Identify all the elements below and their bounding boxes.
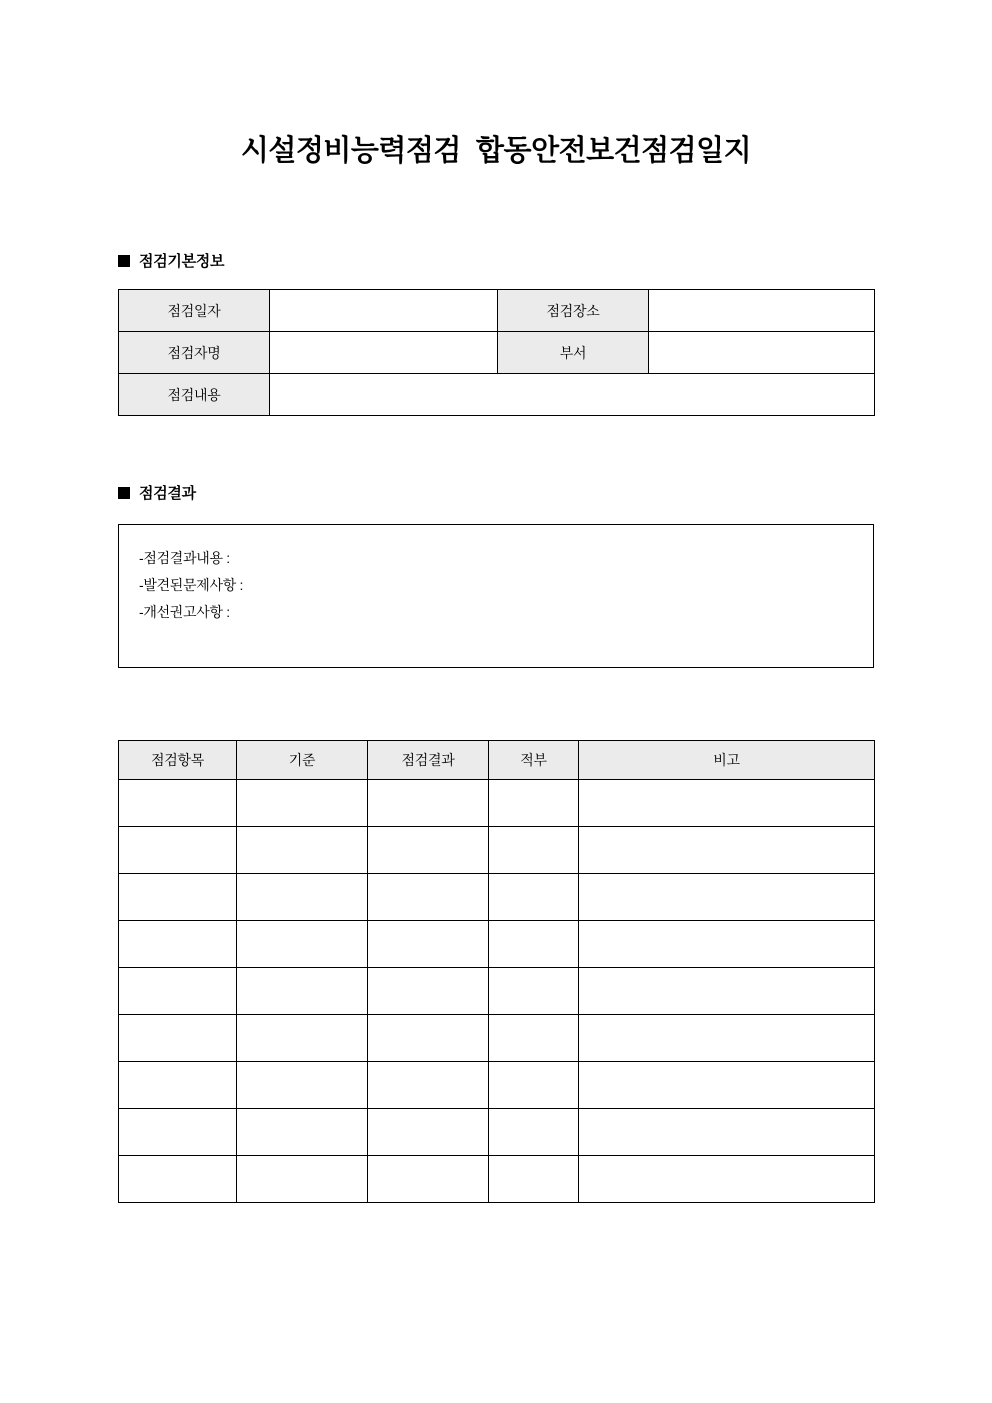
table-row	[119, 332, 875, 374]
table-row	[119, 1062, 875, 1109]
result-line-recommendations: -개선권고사항 :	[139, 604, 230, 620]
cell-item[interactable]	[119, 1109, 237, 1156]
field-inspector-name[interactable]	[270, 332, 498, 374]
checklist-table	[118, 740, 875, 1203]
cell-remarks[interactable]	[579, 1062, 875, 1109]
cell-conformity[interactable]	[489, 827, 579, 874]
label-inspector-name: 점검자명	[119, 332, 270, 374]
table-row	[119, 374, 875, 416]
field-inspection-place[interactable]	[649, 290, 875, 332]
square-bullet-icon	[118, 487, 130, 499]
cell-remarks[interactable]	[579, 827, 875, 874]
column-header-result: 점검결과	[368, 741, 489, 780]
cell-result[interactable]	[368, 780, 489, 827]
cell-remarks[interactable]	[579, 1015, 875, 1062]
column-header-standard: 기준	[237, 741, 368, 780]
cell-conformity[interactable]	[489, 921, 579, 968]
cell-standard[interactable]	[237, 1062, 368, 1109]
field-inspection-content[interactable]	[270, 374, 875, 416]
cell-standard[interactable]	[237, 921, 368, 968]
cell-standard[interactable]	[237, 827, 368, 874]
cell-conformity[interactable]	[489, 1109, 579, 1156]
column-header-remarks: 비고	[579, 741, 875, 780]
cell-standard[interactable]	[237, 968, 368, 1015]
section-heading-basic-info	[118, 250, 224, 271]
cell-result[interactable]	[368, 827, 489, 874]
section-heading-label: 점검결과	[139, 485, 196, 502]
cell-conformity[interactable]	[489, 1015, 579, 1062]
table-row	[119, 290, 875, 332]
field-inspection-date[interactable]	[270, 290, 498, 332]
label-inspection-content: 점검내용	[119, 374, 270, 416]
label-inspection-date: 점검일자	[119, 290, 270, 332]
square-bullet-icon	[118, 255, 130, 267]
cell-remarks[interactable]	[579, 921, 875, 968]
column-header-conformity: 적부	[489, 741, 579, 780]
table-row	[119, 1156, 875, 1203]
table-row	[119, 780, 875, 827]
cell-result[interactable]	[368, 1109, 489, 1156]
basic-info-table	[118, 289, 875, 416]
label-department: 부서	[498, 332, 649, 374]
cell-item[interactable]	[119, 1015, 237, 1062]
cell-standard[interactable]	[237, 874, 368, 921]
table-row	[119, 874, 875, 921]
table-row	[119, 921, 875, 968]
cell-remarks[interactable]	[579, 780, 875, 827]
table-row	[119, 827, 875, 874]
cell-result[interactable]	[368, 1062, 489, 1109]
table-row	[119, 1015, 875, 1062]
cell-conformity[interactable]	[489, 968, 579, 1015]
result-line-content: -점검결과내용 :	[139, 550, 230, 566]
cell-conformity[interactable]	[489, 874, 579, 921]
cell-item[interactable]	[119, 874, 237, 921]
cell-item[interactable]	[119, 780, 237, 827]
cell-standard[interactable]	[237, 1015, 368, 1062]
cell-remarks[interactable]	[579, 874, 875, 921]
cell-standard[interactable]	[237, 1156, 368, 1203]
section-heading-label: 점검기본정보	[139, 253, 225, 270]
cell-conformity[interactable]	[489, 780, 579, 827]
page-title: 시설정비능력점검 합동안전보건점검일지	[240, 135, 752, 167]
field-department[interactable]	[649, 332, 875, 374]
cell-standard[interactable]	[237, 780, 368, 827]
cell-item[interactable]	[119, 1156, 237, 1203]
cell-result[interactable]	[368, 1015, 489, 1062]
cell-item[interactable]	[119, 827, 237, 874]
label-inspection-place: 점검장소	[498, 290, 649, 332]
result-textbox[interactable]	[118, 524, 874, 668]
cell-item[interactable]	[119, 968, 237, 1015]
result-line-issues: -발견된문제사항 :	[139, 577, 244, 593]
section-heading-result	[118, 482, 196, 503]
column-header-item: 점검항목	[119, 741, 237, 780]
cell-item[interactable]	[119, 1062, 237, 1109]
table-header-row	[119, 741, 875, 780]
cell-result[interactable]	[368, 968, 489, 1015]
cell-conformity[interactable]	[489, 1156, 579, 1203]
cell-remarks[interactable]	[579, 968, 875, 1015]
cell-remarks[interactable]	[579, 1156, 875, 1203]
cell-result[interactable]	[368, 921, 489, 968]
cell-result[interactable]	[368, 1156, 489, 1203]
table-row	[119, 1109, 875, 1156]
cell-standard[interactable]	[237, 1109, 368, 1156]
cell-item[interactable]	[119, 921, 237, 968]
table-row	[119, 968, 875, 1015]
cell-result[interactable]	[368, 874, 489, 921]
cell-remarks[interactable]	[579, 1109, 875, 1156]
cell-conformity[interactable]	[489, 1062, 579, 1109]
